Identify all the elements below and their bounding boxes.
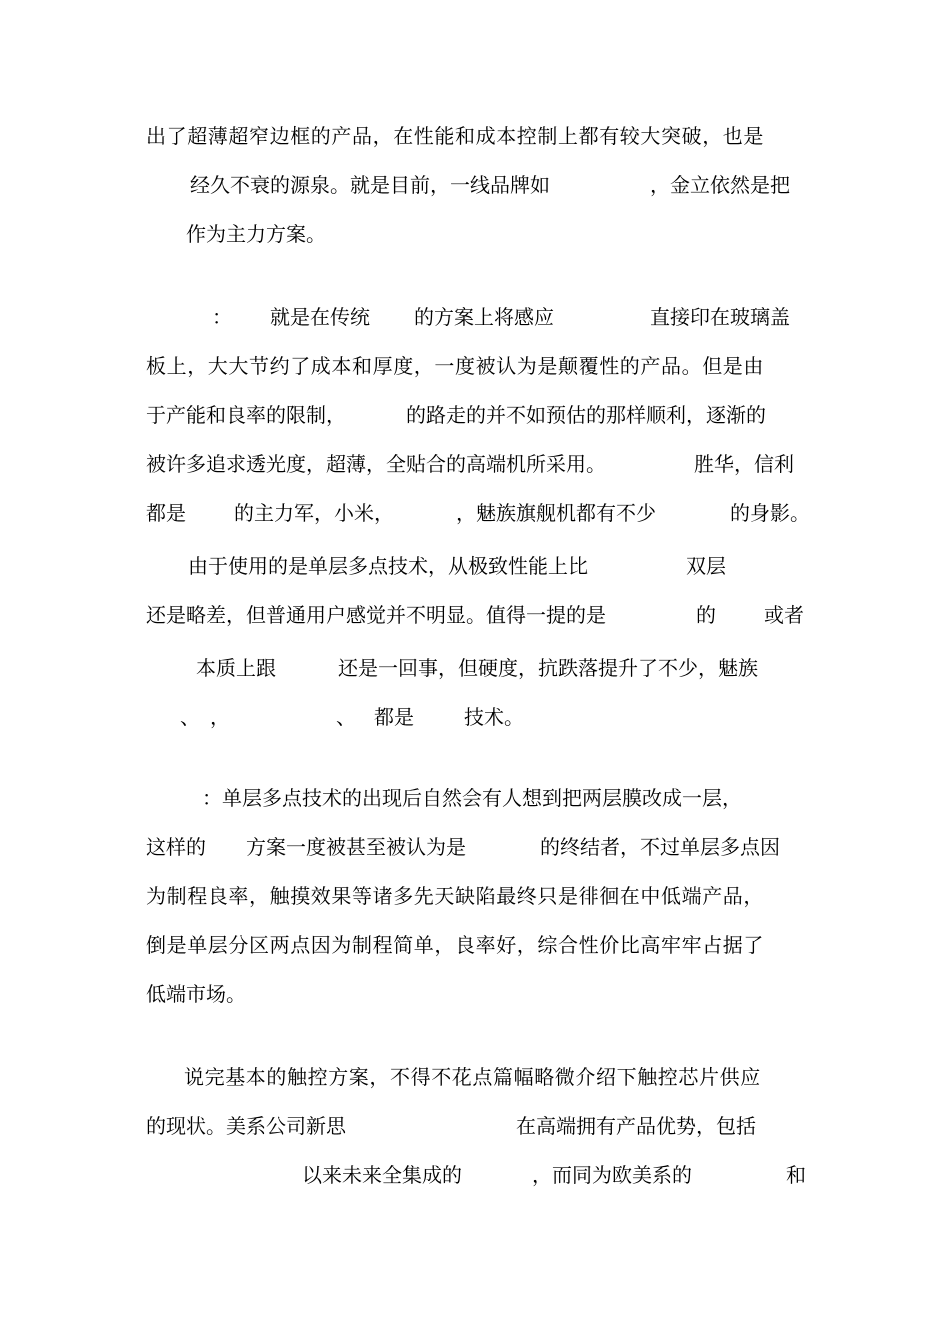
text-fragment: 的方案上将感应 <box>414 305 554 329</box>
text-fragment: ，魅族旗舰机都有不少 <box>456 501 656 525</box>
text-fragment: 的主力军，小米， <box>234 501 394 525</box>
text-fragment: 都是 <box>146 501 186 525</box>
text-fragment: 还是略差，但普通用户感觉并不明显。值得一提的是 <box>146 603 606 627</box>
text-fragment: 、 <box>180 705 200 729</box>
text-fragment: 的终结者，不过单层多点因 <box>540 835 780 859</box>
text-line: 作为主力方案。 <box>186 222 326 246</box>
text-line: 低端市场。 <box>146 982 246 1006</box>
text-fragment: 就是在传统 <box>270 305 370 329</box>
text-fragment: 被许多追求透光度，超薄，全贴合的高端机所采用。 <box>146 452 606 476</box>
text-fragment: 在高端拥有产品优势，包括 <box>516 1114 756 1138</box>
text-fragment: 还是一回事，但硬度，抗跌落提升了不少，魅族 <box>338 656 758 680</box>
text-fragment: ， <box>210 705 230 729</box>
text-line: 板上，大大节约了成本和厚度，一度被认为是颠覆性的产品。但是由 <box>146 354 764 378</box>
text-fragment: 技术。 <box>464 705 524 729</box>
text-fragment: 方案一度被甚至被认为是 <box>246 835 466 859</box>
text-fragment: 或者 <box>764 603 804 627</box>
text-fragment: 、 <box>336 705 356 729</box>
text-fragment: 的路走的并不如预估的那样顺利，逐渐的 <box>406 403 766 427</box>
text-line: 说完基本的触控方案，不得不花点篇幅略微介绍下触控芯片供应 <box>184 1065 761 1089</box>
text-line: 经久不衰的源泉。就是目前，一线品牌如 <box>190 173 550 197</box>
text-fragment: 由于使用的是单层多点技术，从极致性能上比 <box>188 554 588 578</box>
text-line: 出了超薄超窄边框的产品，在性能和成本控制上都有较大突破，也是 <box>146 124 764 148</box>
text-fragment: ： <box>212 305 232 329</box>
text-fragment: 的身影。 <box>730 501 810 525</box>
text-fragment: 本质上跟 <box>196 656 276 680</box>
text-fragment: 的现状。美系公司新思 <box>146 1114 346 1138</box>
text-fragment: 以来未来全集成的 <box>302 1163 462 1187</box>
text-line: ，金立依然是把 <box>650 173 790 197</box>
text-fragment: ，而同为欧美系的 <box>532 1163 692 1187</box>
text-fragment: 胜华，信利 <box>694 452 794 476</box>
text-fragment: 这样的 <box>146 835 206 859</box>
text-fragment: 和 <box>786 1163 806 1187</box>
text-line: 为制程良率，触摸效果等诸多先天缺陷最终只是徘徊在中低端产品， <box>146 884 764 908</box>
text-fragment: 于产能和良率的限制， <box>146 403 346 427</box>
text-line: 倒是单层分区两点因为制程简单，良率好，综合性价比高牢牢占据了 <box>146 933 764 957</box>
text-fragment: 双层 <box>686 554 726 578</box>
text-fragment: 都是 <box>374 705 414 729</box>
text-line: ：单层多点技术的出现后自然会有人想到把两层膜改成一层， <box>202 786 742 810</box>
text-fragment: 直接印在玻璃盖 <box>650 305 790 329</box>
text-fragment: 的 <box>696 603 716 627</box>
